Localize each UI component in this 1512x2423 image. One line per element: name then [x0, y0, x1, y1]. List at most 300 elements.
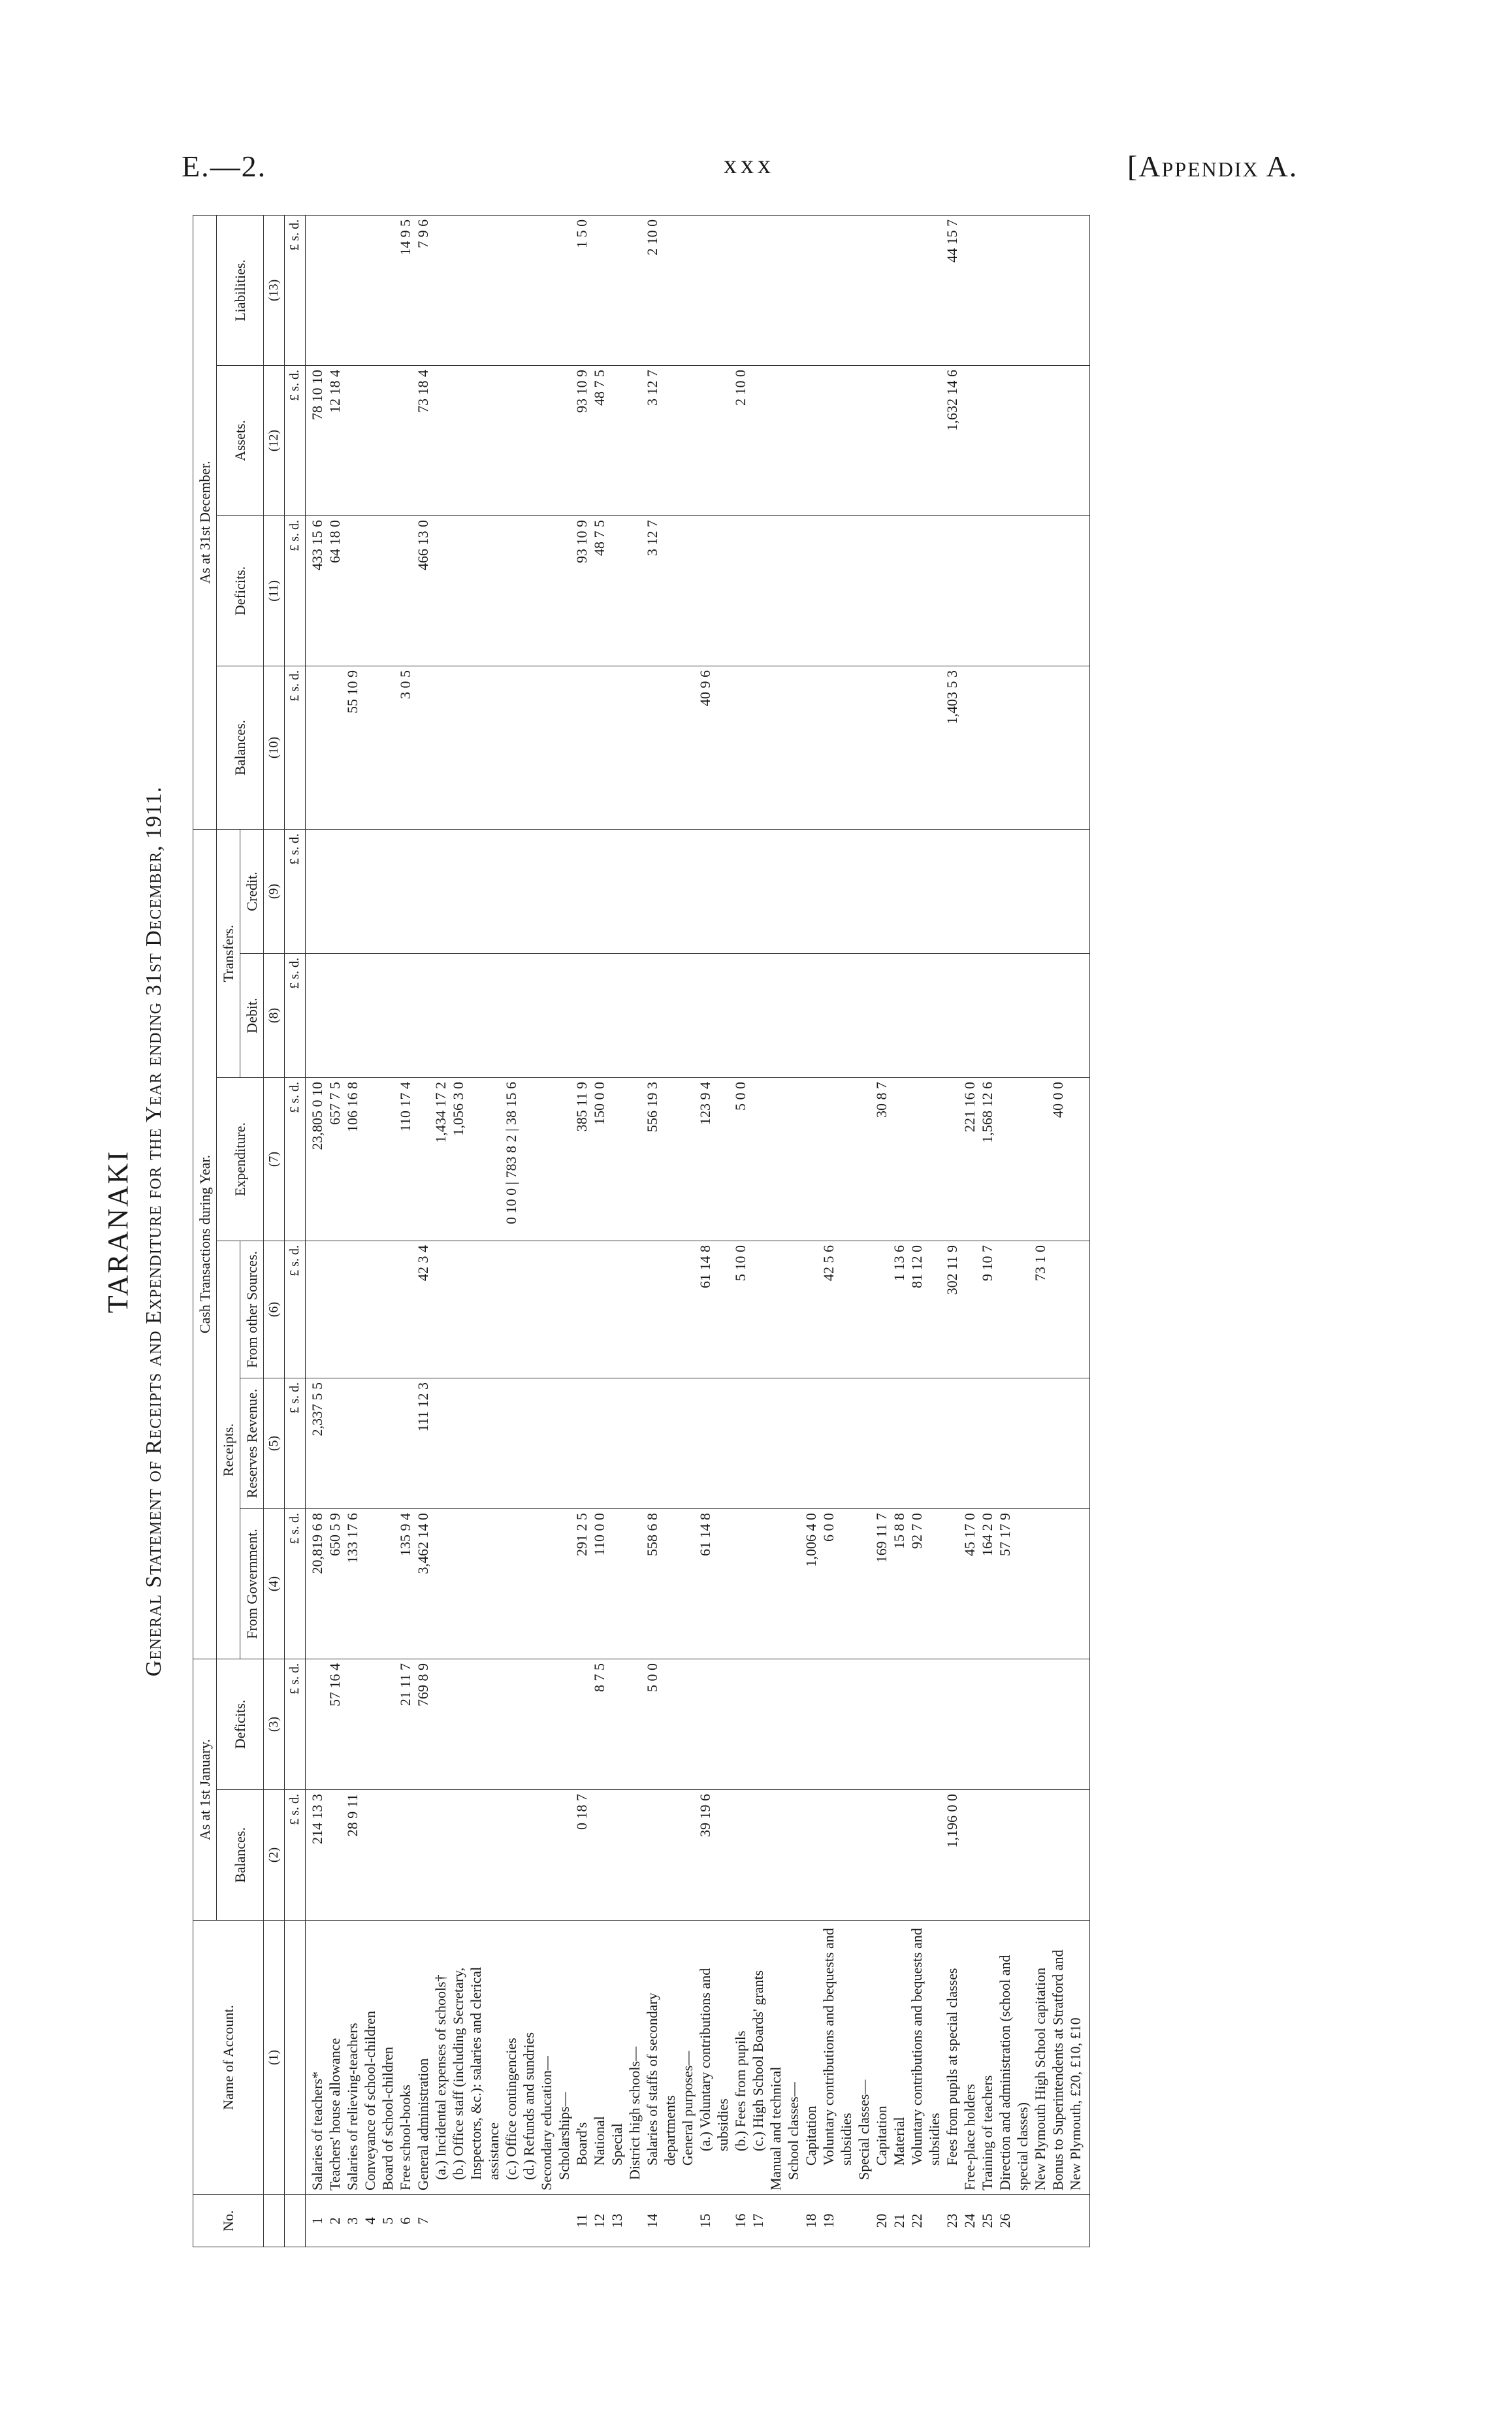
amount-cell — [361, 215, 379, 365]
amount-cell — [555, 1509, 573, 1659]
amount-cell — [379, 1509, 396, 1659]
amount-cell — [608, 829, 626, 953]
row-number — [520, 2195, 538, 2247]
amount-cell: 48 7 5 — [590, 515, 608, 666]
amount-cell — [573, 829, 590, 953]
amount-cell: 650 5 9 — [326, 1509, 344, 1659]
amount-cell — [502, 365, 520, 515]
amount-cell — [538, 215, 555, 365]
table-row — [943, 215, 961, 2247]
unit-label: £ s. d. — [285, 1659, 306, 1790]
amount-cell — [306, 666, 327, 829]
amount-cell — [749, 1659, 767, 1790]
amount-cell: 45 17 0 — [961, 1509, 978, 1659]
amount-cell — [784, 1078, 802, 1241]
statement-rows — [306, 215, 1090, 2247]
amount-cell: 1,006 4 0 — [802, 1509, 820, 1659]
table-row — [538, 215, 555, 2247]
amount-cell — [361, 954, 379, 1078]
amount-cell — [820, 829, 855, 953]
account-name: (b.) Office staff (including Secretary, Inspectors, &c.): salaries and clerical assistance — [449, 1921, 502, 2195]
table-row — [643, 215, 679, 2247]
amount-cell: 2 10 0 — [643, 215, 679, 365]
amount-cell — [996, 1241, 1031, 1378]
amount-cell — [432, 954, 449, 1078]
amount-cell — [978, 829, 996, 953]
amount-cell — [802, 829, 820, 953]
amount-cell — [873, 1241, 890, 1378]
amount-cell — [502, 829, 520, 953]
amount-cell — [855, 829, 873, 953]
amount-cell — [590, 829, 608, 953]
col-group-transfers: Transfers. — [217, 829, 240, 1077]
col-number: (8) — [264, 954, 285, 1078]
account-name: Capitation — [873, 1921, 890, 2195]
amount-cell — [784, 215, 802, 365]
amount-cell — [555, 1078, 573, 1241]
amount-cell — [626, 1790, 643, 1921]
amount-cell — [890, 1790, 908, 1921]
account-name: District high schools— — [626, 1921, 643, 2195]
amount-cell — [1049, 954, 1090, 1078]
amount-cell — [996, 954, 1031, 1078]
amount-cell: 133 17 6 — [344, 1509, 361, 1659]
amount-cell: 385 11 9 — [573, 1078, 590, 1241]
amount-cell — [767, 1659, 784, 1790]
amount-cell — [608, 1241, 626, 1378]
amount-cell — [978, 215, 996, 365]
row-number: 22 — [908, 2195, 943, 2247]
table-row — [978, 215, 996, 2247]
account-name: (d.) Refunds and sundries — [520, 1921, 538, 2195]
amount-cell — [996, 365, 1031, 515]
account-name: School classes— — [784, 1921, 802, 2195]
amount-cell: 466 13 0 — [414, 515, 432, 666]
table-row — [732, 215, 749, 2247]
amount-cell — [855, 954, 873, 1078]
amount-cell: 150 0 0 — [590, 1078, 608, 1241]
amount-cell — [996, 666, 1031, 829]
amount-cell: 5 0 0 — [732, 1078, 749, 1241]
amount-cell — [749, 954, 767, 1078]
amount-cell — [732, 954, 749, 1078]
amount-cell — [379, 1378, 396, 1509]
units-row — [285, 215, 306, 2247]
amount-cell — [538, 515, 555, 666]
amount-cell: 3,462 14 0 — [414, 1509, 432, 1659]
amount-cell — [873, 1659, 890, 1790]
amount-cell: 93 10 9 — [573, 515, 590, 666]
amount-cell — [679, 1509, 696, 1659]
account-name: National — [590, 1921, 608, 2195]
amount-cell — [855, 515, 873, 666]
amount-cell — [608, 666, 626, 829]
amount-cell: 221 16 0 — [961, 1078, 978, 1241]
amount-cell — [538, 1241, 555, 1378]
amount-cell — [555, 954, 573, 1078]
amount-cell — [767, 954, 784, 1078]
amount-cell — [996, 1659, 1031, 1790]
amount-cell — [873, 365, 890, 515]
amount-cell — [379, 515, 396, 666]
account-name: Material — [890, 1921, 908, 2195]
amount-cell — [608, 1790, 626, 1921]
amount-cell — [520, 1659, 538, 1790]
amount-cell — [767, 365, 784, 515]
amount-cell — [626, 515, 643, 666]
amount-cell — [802, 1241, 820, 1378]
amount-cell — [784, 515, 802, 666]
amount-cell — [590, 1241, 608, 1378]
amount-cell — [573, 1378, 590, 1509]
amount-cell — [306, 215, 327, 365]
amount-cell — [784, 365, 802, 515]
amount-cell — [573, 954, 590, 1078]
amount-cell — [326, 1378, 344, 1509]
amount-cell — [749, 829, 767, 953]
amount-cell — [379, 829, 396, 953]
amount-cell — [520, 1378, 538, 1509]
header-page-number: xxx — [724, 150, 775, 179]
col-balances-dec: Balances. — [217, 666, 264, 829]
account-name: General purposes— — [679, 1921, 696, 2195]
amount-cell — [802, 954, 820, 1078]
col-balances-jan: Balances. — [217, 1790, 264, 1921]
amount-cell: 81 12 0 — [908, 1241, 943, 1378]
amount-cell — [520, 1241, 538, 1378]
amount-cell — [732, 1509, 749, 1659]
amount-cell — [538, 954, 555, 1078]
amount-cell — [626, 365, 643, 515]
amount-cell — [820, 1790, 855, 1921]
amount-cell — [449, 1659, 502, 1790]
amount-cell — [855, 1241, 873, 1378]
amount-cell: 433 15 6 — [306, 515, 327, 666]
account-name: Voluntary contributions and bequests and subsidies — [820, 1921, 855, 2195]
amount-cell: 1,568 12 6 — [978, 1078, 996, 1241]
row-number: 21 — [890, 2195, 908, 2247]
row-number: 20 — [873, 2195, 890, 2247]
row-number — [555, 2195, 573, 2247]
amount-cell — [396, 954, 414, 1078]
row-number: 16 — [732, 2195, 749, 2247]
amount-cell — [326, 954, 344, 1078]
amount-cell: 12 18 4 — [326, 365, 344, 515]
amount-cell — [908, 666, 943, 829]
account-name: Salaries of relieving-teachers — [344, 1921, 361, 2195]
amount-cell — [873, 515, 890, 666]
account-name: Capitation — [802, 1921, 820, 2195]
amount-cell — [555, 215, 573, 365]
table-row — [361, 215, 379, 2247]
amount-cell — [643, 666, 679, 829]
amount-cell — [890, 1378, 908, 1509]
amount-cell — [732, 1378, 749, 1509]
amount-cell: 48 7 5 — [590, 365, 608, 515]
row-number: 14 — [643, 2195, 679, 2247]
amount-cell — [555, 515, 573, 666]
row-number: 2 — [326, 2195, 344, 2247]
table-row — [961, 215, 978, 2247]
col-number: (10) — [264, 666, 285, 829]
amount-cell — [643, 829, 679, 953]
amount-cell: 106 16 8 — [344, 1078, 361, 1241]
amount-cell — [996, 1790, 1031, 1921]
amount-cell: 1,403 5 3 — [943, 666, 961, 829]
amount-cell — [890, 515, 908, 666]
amount-cell — [802, 215, 820, 365]
amount-cell — [608, 1659, 626, 1790]
amount-cell — [555, 829, 573, 953]
table-row — [1031, 215, 1049, 2247]
amount-cell — [961, 829, 978, 953]
amount-cell — [379, 1659, 396, 1790]
amount-cell — [890, 1078, 908, 1241]
unit-label: £ s. d. — [285, 365, 306, 515]
account-name: Salaries of teachers* — [306, 1921, 327, 2195]
amount-cell — [414, 1790, 432, 1921]
amount-cell — [679, 1659, 696, 1790]
amount-cell — [432, 1509, 449, 1659]
table-row — [306, 215, 327, 2247]
amount-cell — [873, 1790, 890, 1921]
amount-cell: 1,196 0 0 — [943, 1790, 961, 1921]
row-number — [449, 2195, 502, 2247]
amount-cell — [538, 666, 555, 829]
account-name: Secondary education— — [538, 1921, 555, 2195]
amount-cell — [873, 215, 890, 365]
amount-cell — [1049, 1790, 1090, 1921]
unit-label: £ s. d. — [285, 954, 306, 1078]
amount-cell — [379, 1078, 396, 1241]
row-number — [784, 2195, 802, 2247]
amount-cell — [361, 1659, 379, 1790]
amount-cell — [732, 666, 749, 829]
amount-cell — [679, 954, 696, 1078]
amount-cell — [961, 365, 978, 515]
amount-cell — [449, 1378, 502, 1509]
col-liabilities: Liabilities. — [217, 215, 264, 365]
amount-cell — [820, 1378, 855, 1509]
amount-cell — [361, 1241, 379, 1378]
row-number — [767, 2195, 784, 2247]
amount-cell — [449, 515, 502, 666]
col-group-jan: As at 1st January. — [193, 1659, 217, 1921]
col-number: (5) — [264, 1378, 285, 1509]
amount-cell — [873, 829, 890, 953]
amount-cell — [908, 365, 943, 515]
table-row — [1049, 215, 1090, 2247]
amount-cell — [326, 1241, 344, 1378]
row-number: 11 — [573, 2195, 590, 2247]
unit-label: £ s. d. — [285, 1790, 306, 1921]
amount-cell — [749, 666, 767, 829]
account-name: Training of teachers — [978, 1921, 996, 2195]
header-left: E.—2. — [182, 150, 267, 183]
amount-cell — [696, 954, 732, 1078]
amount-cell — [396, 515, 414, 666]
amount-cell — [679, 1790, 696, 1921]
amount-cell — [820, 215, 855, 365]
row-number: 5 — [379, 2195, 396, 2247]
row-number: 17 — [749, 2195, 767, 2247]
col-name: Name of Account. — [193, 1921, 264, 2195]
amount-cell — [590, 1790, 608, 1921]
amount-cell — [855, 365, 873, 515]
amount-cell — [396, 1378, 414, 1509]
amount-cell — [820, 515, 855, 666]
amount-cell — [908, 954, 943, 1078]
amount-cell — [396, 1241, 414, 1378]
col-number: (7) — [264, 1078, 285, 1241]
amount-cell — [626, 1378, 643, 1509]
amount-cell — [306, 954, 327, 1078]
amount-cell: 1 5 0 — [573, 215, 590, 365]
amount-cell — [326, 666, 344, 829]
amount-cell: 15 8 8 — [890, 1509, 908, 1659]
amount-cell — [767, 666, 784, 829]
amount-cell: 110 17 4 — [396, 1078, 414, 1241]
table-row — [432, 215, 449, 2247]
amount-cell — [996, 1078, 1031, 1241]
col-deficits-dec: Deficits. — [217, 515, 264, 666]
table-row — [344, 215, 361, 2247]
amount-cell — [432, 1659, 449, 1790]
amount-cell — [1049, 666, 1090, 829]
amount-cell: 558 6 8 — [643, 1509, 679, 1659]
row-number: 4 — [361, 2195, 379, 2247]
amount-cell — [608, 1078, 626, 1241]
amount-cell — [978, 1790, 996, 1921]
amount-cell — [344, 1378, 361, 1509]
amount-cell — [961, 515, 978, 666]
row-number: 7 — [414, 2195, 432, 2247]
amount-cell — [696, 365, 732, 515]
amount-cell — [1049, 1509, 1090, 1659]
amount-cell — [749, 1241, 767, 1378]
amount-cell — [696, 1659, 732, 1790]
amount-cell — [643, 1241, 679, 1378]
col-from-government: From Government. — [240, 1509, 264, 1659]
amount-cell — [696, 1378, 732, 1509]
amount-cell: 28 9 11 — [344, 1790, 361, 1921]
col-from-other-sources: From other Sources. — [240, 1241, 264, 1378]
amount-cell — [502, 1378, 520, 1509]
amount-cell — [943, 829, 961, 953]
row-number — [679, 2195, 696, 2247]
amount-cell — [379, 1790, 396, 1921]
account-name: Voluntary contributions and bequests and subsidies — [908, 1921, 943, 2195]
amount-cell — [908, 1790, 943, 1921]
amount-cell — [608, 365, 626, 515]
amount-cell — [996, 1378, 1031, 1509]
amount-cell — [802, 1078, 820, 1241]
col-assets: Assets. — [217, 365, 264, 515]
row-number: 15 — [696, 2195, 732, 2247]
amount-cell: 42 3 4 — [414, 1241, 432, 1378]
table-row — [626, 215, 643, 2247]
amount-cell — [679, 1378, 696, 1509]
amount-cell — [538, 1378, 555, 1509]
amount-cell — [555, 1790, 573, 1921]
col-group-cash: Cash Transactions during Year. — [193, 829, 217, 1659]
amount-cell — [432, 1790, 449, 1921]
amount-cell — [643, 954, 679, 1078]
amount-cell — [961, 1241, 978, 1378]
amount-cell — [978, 515, 996, 666]
unit-label: £ s. d. — [285, 215, 306, 365]
amount-cell — [802, 365, 820, 515]
amount-cell — [590, 1378, 608, 1509]
amount-cell — [1049, 215, 1090, 365]
table-row — [520, 215, 538, 2247]
row-number — [1049, 2195, 1090, 2247]
unit-label: £ s. d. — [285, 666, 306, 829]
amount-cell — [502, 1509, 520, 1659]
amount-cell — [502, 215, 520, 365]
table-row — [590, 215, 608, 2247]
amount-cell — [1031, 829, 1049, 953]
account-name: Special — [608, 1921, 626, 2195]
amount-cell: 3 12 7 — [643, 365, 679, 515]
amount-cell — [520, 954, 538, 1078]
column-number-row — [264, 215, 285, 2247]
row-number: 24 — [961, 2195, 978, 2247]
table-row — [502, 215, 520, 2247]
account-name: Board's — [573, 1921, 590, 2195]
row-number — [1031, 2195, 1049, 2247]
amount-cell — [626, 1509, 643, 1659]
unit-label: £ s. d. — [285, 1241, 306, 1378]
amount-cell — [520, 1509, 538, 1659]
col-number: (9) — [264, 829, 285, 953]
amount-cell — [590, 215, 608, 365]
amount-cell — [555, 1241, 573, 1378]
amount-cell — [943, 1378, 961, 1509]
amount-cell — [784, 1659, 802, 1790]
amount-cell — [396, 365, 414, 515]
amount-cell — [784, 1241, 802, 1378]
header-right: [Appendix A. — [1127, 150, 1298, 183]
amount-cell — [890, 666, 908, 829]
amount-cell: 40 0 0 — [1049, 1078, 1090, 1241]
amount-cell — [767, 1241, 784, 1378]
account-name: Bonus to Superintendents at Stratford and New Plymouth, £20, £10, £10 — [1049, 1921, 1090, 2195]
amount-cell — [608, 215, 626, 365]
row-number: 25 — [978, 2195, 996, 2247]
statement-table — [193, 215, 1090, 2247]
amount-cell — [908, 1378, 943, 1509]
amount-cell — [749, 1078, 767, 1241]
amount-cell — [361, 1509, 379, 1659]
amount-cell — [767, 1509, 784, 1659]
amount-cell — [555, 1378, 573, 1509]
amount-cell: 8 7 5 — [590, 1659, 608, 1790]
amount-cell — [432, 829, 449, 953]
amount-cell — [767, 1378, 784, 1509]
amount-cell — [996, 215, 1031, 365]
account-name: Teachers' house allowance — [326, 1921, 344, 2195]
amount-cell: 23,805 0 10 — [306, 1078, 327, 1241]
col-number: (6) — [264, 1241, 285, 1378]
amount-cell — [414, 829, 432, 953]
table-row — [449, 215, 502, 2247]
amount-cell — [502, 515, 520, 666]
amount-cell — [820, 954, 855, 1078]
amount-cell — [1049, 829, 1090, 953]
amount-cell — [784, 829, 802, 953]
col-number: (1) — [264, 1921, 285, 2195]
